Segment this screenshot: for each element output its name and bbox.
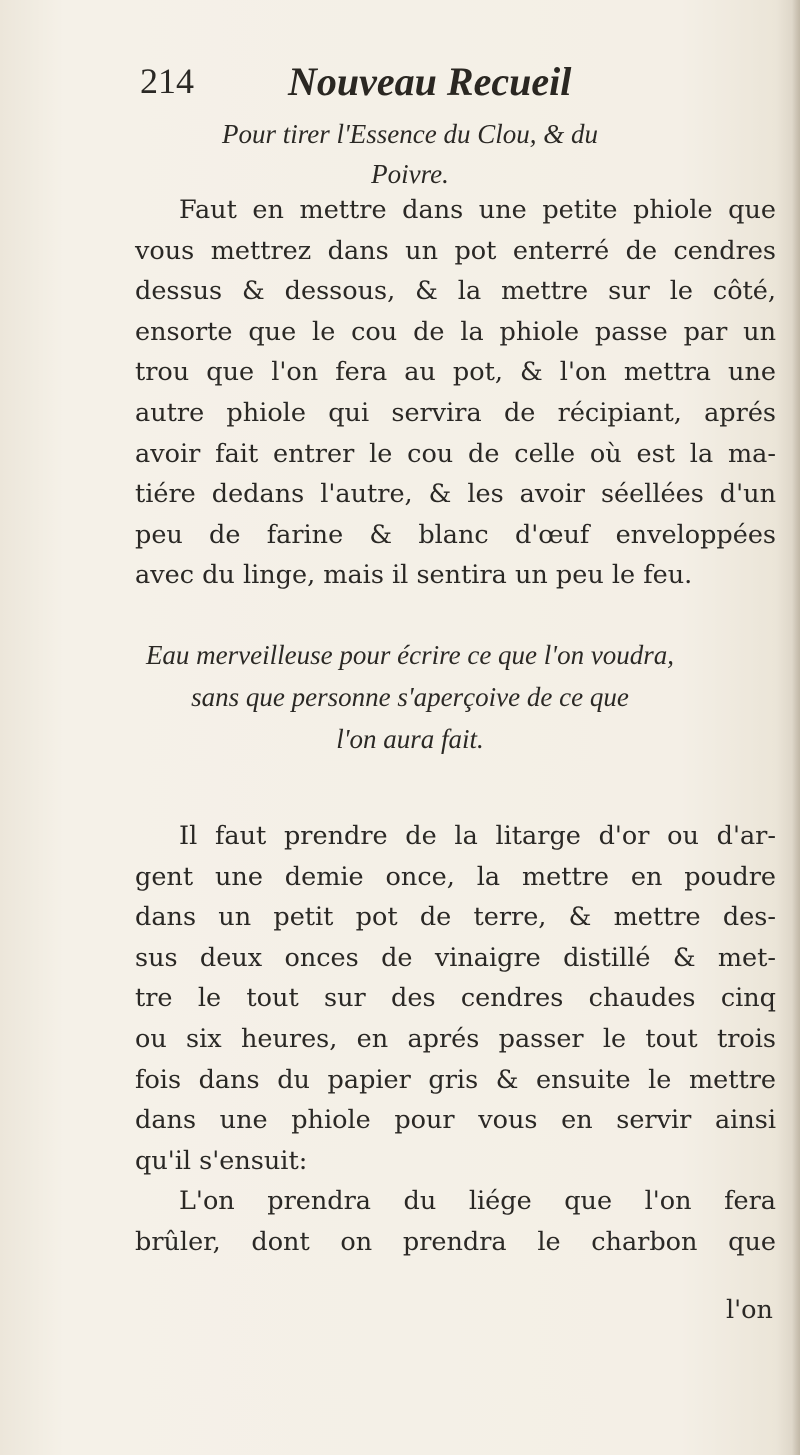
section-title-clou-poivre (140, 114, 680, 194)
text-line: brûler, dont on prendra le charbon que (135, 1226, 776, 1257)
text-line: Il faut prendre de la litarge d'or ou d'ar- (179, 821, 776, 851)
section-title-line: Pour tirer l'Essence du Clou, & du (222, 119, 598, 149)
paragraph-eau-merveilleuse (135, 816, 780, 1263)
text-line: tre le tout sur des cendres chaudes cinq (135, 983, 776, 1014)
page-number: 214 (140, 61, 194, 101)
text-line: trou que l'on fera au pot, & l'on mettra une (135, 357, 776, 388)
section-title-line: Eau merveilleuse pour écrire ce que l'on voudra, (145, 640, 675, 670)
text-line: L'on prendra du liége que l'on fera (179, 1186, 776, 1217)
text-line: ou six heures, en aprés passer le tout trois (135, 1023, 776, 1054)
text-line: ensorte que le cou de la phiole passe par un (135, 316, 776, 347)
section-title-eau-merveilleuse (140, 634, 680, 760)
text-line: autre phiole qui servira de récipiant, aprés (135, 397, 776, 428)
text-line: vous mettrez dans un pot enterré de cendres (135, 235, 776, 266)
text-line: Faut en mettre dans une petite phiole que (179, 195, 776, 225)
text-line: avoir fait entrer le cou de celle où est la ma- (135, 438, 776, 469)
text-line: sus deux onces de vinaigre distillé & met- (135, 942, 776, 973)
section-title-line: Poivre. (371, 159, 449, 189)
section-title-line: l'on aura fait. (336, 724, 484, 754)
catchword: l'on (726, 1295, 773, 1325)
paper-edge-shadow (792, 0, 800, 1455)
text-line: dans un petit pot de terre, & mettre des- (135, 902, 776, 933)
text-line: tiére dedans l'autre, & les avoir séellées d'un (135, 479, 776, 510)
paragraph-clou-poivre (135, 190, 780, 596)
text-line: qu'il s'ensuit: (135, 1145, 308, 1176)
running-title: Nouveau Recueil (288, 59, 572, 104)
text-line: dessus & dessous, & la mettre sur le côté, (135, 276, 776, 307)
section-title-line: sans que personne s'aperçoive de ce que (191, 682, 629, 712)
page-header (140, 58, 660, 110)
text-line: gent une demie once, la mettre en poudre (135, 861, 776, 892)
text-line: fois dans du papier gris & ensuite le mettre (135, 1064, 776, 1095)
text-line: avec du linge, mais il sentira un peu le feu. (135, 560, 693, 591)
text-line: dans une phiole pour vous en servir ainsi (135, 1105, 776, 1136)
text-line: peu de farine & blanc d'œuf enveloppées (135, 519, 776, 550)
